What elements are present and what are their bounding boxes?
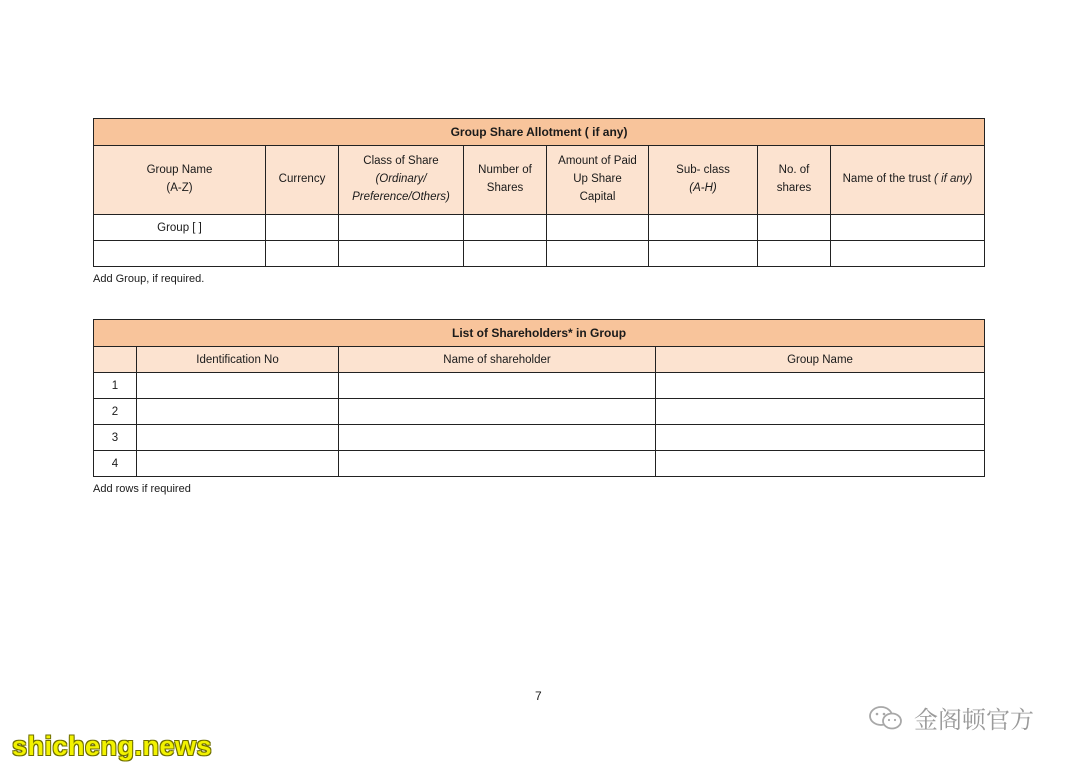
row-number: 2: [94, 399, 137, 425]
currency-cell[interactable]: [266, 241, 339, 267]
header-sublabel: ( if any): [934, 173, 973, 186]
trust-cell[interactable]: [831, 215, 985, 241]
header-label: shares: [776, 182, 812, 194]
wechat-watermark: [866, 700, 1034, 735]
header-sub-class: [649, 146, 758, 215]
no-shares-cell[interactable]: [758, 215, 831, 241]
table-row: [94, 215, 985, 241]
wechat-account-name: 金阁顿官方: [914, 707, 1034, 734]
header-label: Shares: [486, 182, 524, 194]
subclass-cell[interactable]: [649, 241, 758, 267]
header-label: Group Name: [146, 164, 213, 177]
no-shares-cell[interactable]: [758, 241, 831, 267]
header-sublabel: (A-Z): [166, 182, 193, 194]
group-cell[interactable]: [94, 241, 266, 267]
currency-cell[interactable]: [266, 215, 339, 241]
name-cell[interactable]: [339, 399, 656, 425]
header-label: No. of: [778, 164, 810, 177]
header-label: Capital: [579, 190, 616, 203]
row-number: 3: [94, 425, 137, 451]
header-name-of-shareholder: Name of shareholder: [339, 347, 656, 373]
header-currency: Currency: [266, 146, 339, 215]
id-cell[interactable]: [137, 451, 339, 477]
name-cell[interactable]: [339, 451, 656, 477]
group-cell[interactable]: [656, 451, 985, 477]
class-cell[interactable]: [339, 215, 464, 241]
header-label: Number of: [478, 164, 532, 177]
header-label: Sub- class: [676, 164, 730, 177]
header-amount-paid-up: [547, 146, 649, 215]
header-no-of-shares: [758, 146, 831, 215]
site-logo: shicheng.news: [12, 731, 213, 761]
group-cell[interactable]: [656, 373, 985, 399]
amount-cell[interactable]: [547, 215, 649, 241]
group-cell[interactable]: [656, 425, 985, 451]
row-number: 4: [94, 451, 137, 477]
header-class-of-share: [339, 146, 464, 215]
shareholders-table: [93, 319, 985, 477]
header-number-of-shares: [464, 146, 547, 215]
header-label: Amount of Paid: [558, 155, 637, 168]
table-row: [94, 399, 985, 425]
group-cell[interactable]: [656, 399, 985, 425]
header-identification-no: Identification No: [137, 347, 339, 373]
trust-cell[interactable]: [831, 241, 985, 267]
table-title: Group Share Allotment ( if any): [94, 119, 985, 146]
table-row: [94, 425, 985, 451]
header-label: Up Share: [573, 173, 622, 186]
row-number: 1: [94, 373, 137, 399]
header-trust-name: [831, 146, 985, 215]
wechat-icon: [866, 703, 906, 733]
amount-cell[interactable]: [547, 241, 649, 267]
header-sublabel: Preference/Others): [352, 190, 450, 203]
header-sublabel: (A-H): [689, 182, 717, 194]
group-cell[interactable]: Group [ ]: [94, 215, 266, 241]
table-row: [94, 241, 985, 267]
add-group-note: Add Group, if required.: [93, 273, 205, 285]
id-cell[interactable]: [137, 399, 339, 425]
header-label: Name of the trust: [842, 173, 931, 186]
header-label: Class of Share: [363, 155, 439, 168]
id-cell[interactable]: [137, 373, 339, 399]
table-title: List of Shareholders* in Group: [94, 320, 985, 347]
header-group-name: Group Name: [656, 347, 985, 373]
class-cell[interactable]: [339, 241, 464, 267]
name-cell[interactable]: [339, 425, 656, 451]
group-share-allotment-table: [93, 118, 985, 267]
add-rows-note: Add rows if required: [93, 483, 191, 495]
number-cell[interactable]: [464, 241, 547, 267]
table-row: [94, 451, 985, 477]
header-sublabel: (Ordinary/: [375, 173, 427, 186]
table-row: [94, 373, 985, 399]
name-cell[interactable]: [339, 373, 656, 399]
id-cell[interactable]: [137, 425, 339, 451]
number-cell[interactable]: [464, 215, 547, 241]
header-index: [94, 347, 137, 373]
subclass-cell[interactable]: [649, 215, 758, 241]
header-group-name: [94, 146, 266, 215]
page-number: 7: [535, 689, 542, 703]
